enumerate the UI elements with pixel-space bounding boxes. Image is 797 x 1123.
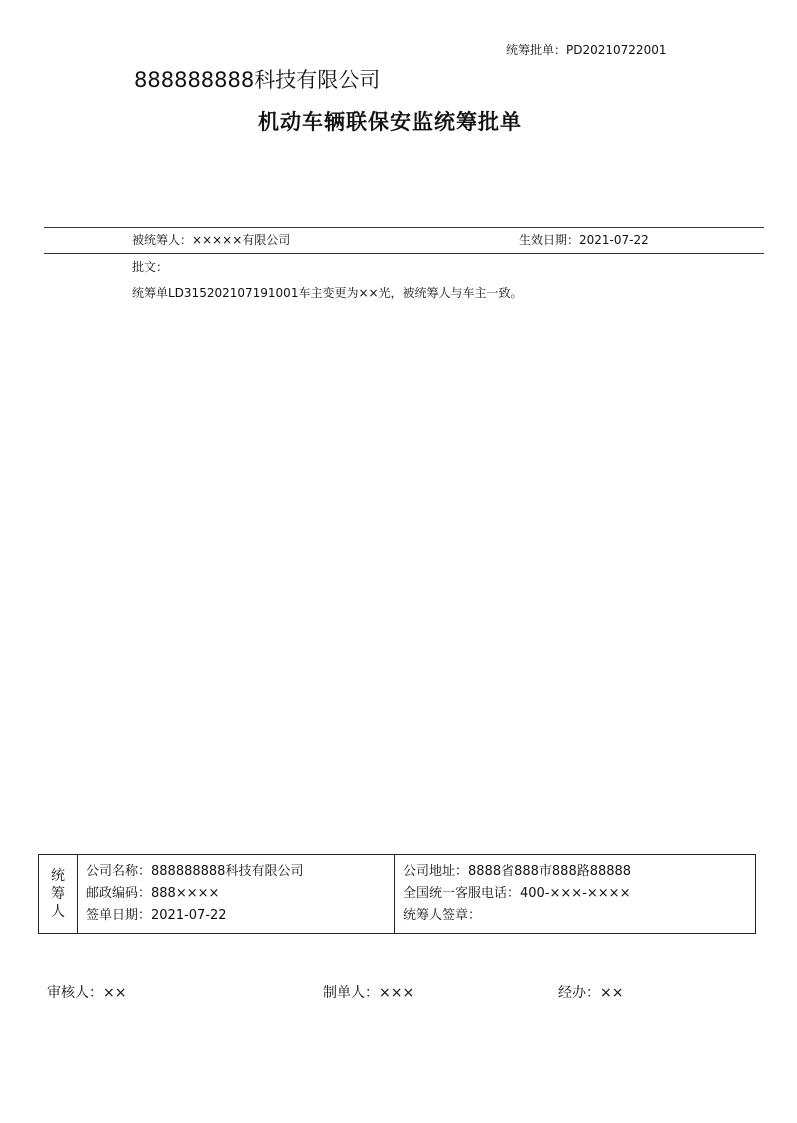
- company-name-row: [86, 861, 394, 883]
- seal-row: [403, 905, 755, 927]
- hotline-label: 全国统一客服电话：: [403, 886, 521, 901]
- doc-number: [506, 41, 666, 58]
- handler-value: ××: [600, 985, 624, 1001]
- postal-code-row: [86, 883, 394, 905]
- handler-label: 经办：: [558, 985, 600, 1001]
- reviewer-signature: [47, 982, 126, 1002]
- address-value: 8888省888市888路88888: [468, 864, 632, 879]
- page-title: 机动车辆联保安监统筹批单: [258, 109, 522, 134]
- doc-number-value: PD20210722001: [566, 43, 667, 57]
- maker-label: 制单人：: [323, 985, 379, 1001]
- party-side-char: 人: [51, 904, 65, 920]
- hotline-row: [403, 883, 755, 905]
- hotline-value: 400-×××-××××: [520, 886, 631, 901]
- insured-value: ×××××有限公司: [192, 233, 291, 247]
- insured-field: [132, 231, 290, 248]
- party-side-char: 统: [51, 868, 65, 884]
- seal-label: 统筹人签章：: [403, 908, 482, 923]
- maker-signature: [323, 982, 414, 1002]
- party-left-column: [78, 855, 395, 933]
- effective-date-label: 生效日期：: [519, 233, 580, 247]
- postal-code-value: 888××××: [151, 886, 220, 901]
- endorsement-label: 批文：: [132, 260, 169, 274]
- sign-date-label: 签单日期：: [86, 908, 152, 923]
- effective-date-field: [519, 231, 649, 248]
- reviewer-label: 审核人：: [47, 985, 103, 1001]
- reviewer-value: ××: [103, 985, 127, 1001]
- company-name-value: 888888888科技有限公司: [151, 864, 304, 879]
- party-side-label: [39, 855, 78, 933]
- postal-code-label: 邮政编码：: [86, 886, 152, 901]
- handler-signature: [558, 982, 623, 1002]
- maker-value: ×××: [379, 985, 415, 1001]
- party-side-char: 筹: [51, 886, 65, 902]
- company-title: 888888888科技有限公司: [134, 68, 381, 92]
- party-right-column: [395, 855, 755, 933]
- party-info-table: [38, 854, 756, 934]
- address-row: [403, 861, 755, 883]
- insured-label: 被统筹人：: [132, 233, 193, 247]
- company-name-label: 公司名称：: [86, 864, 152, 879]
- sign-date-value: 2021-07-22: [151, 908, 227, 923]
- sign-date-row: [86, 905, 394, 927]
- endorsement-text: 统筹单LD315202107191001车主变更为××光，被统筹人与车主一致。: [132, 286, 523, 300]
- divider-top: [44, 227, 764, 228]
- doc-number-label: 统筹批单：: [506, 43, 567, 57]
- address-label: 公司地址：: [403, 864, 469, 879]
- divider-bottom: [44, 253, 764, 254]
- effective-date-value: 2021-07-22: [579, 233, 649, 247]
